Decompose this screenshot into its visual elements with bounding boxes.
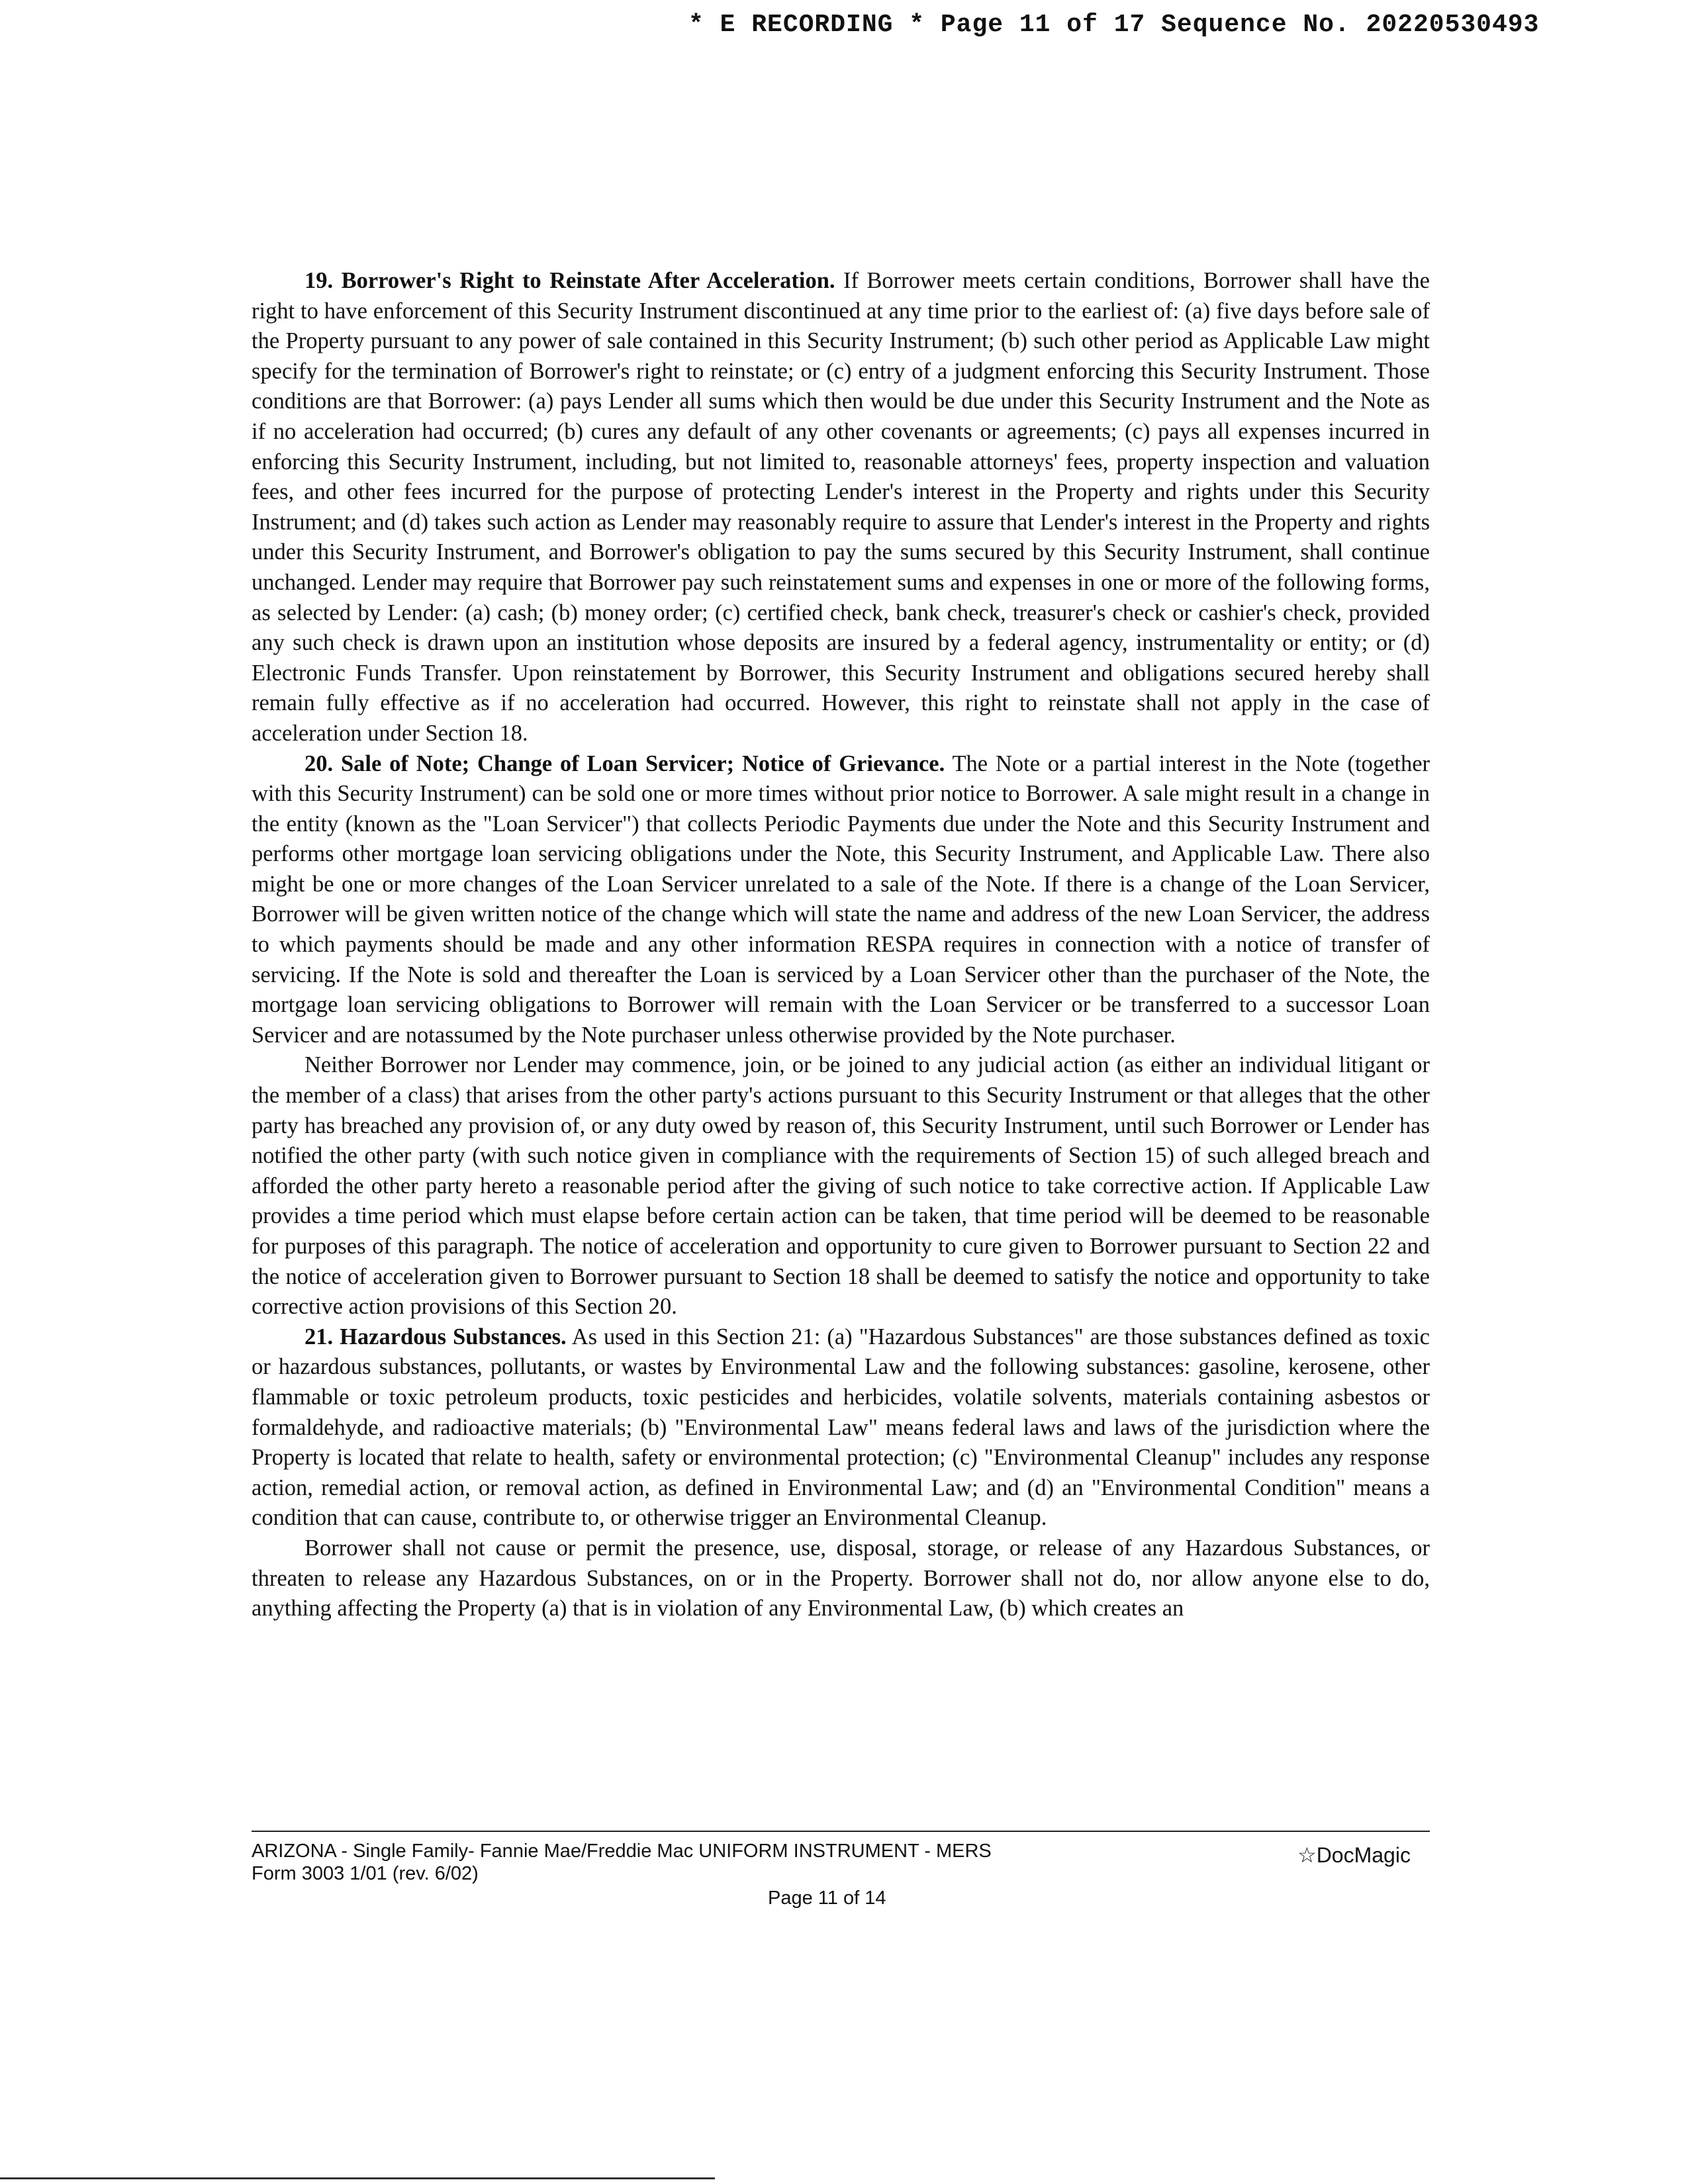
- section-21-paragraph-2: [252, 1533, 1430, 1624]
- footer-divider: [252, 1831, 1430, 1832]
- recording-header: * E RECORDING * Page 11 of 17 Sequence No. 20220530493: [688, 11, 1540, 39]
- scan-edge-line: [0, 2177, 715, 2179]
- section-text: The Note or a partial interest in the Note (together with this Security Instrument) can be sold one or more times without prior notice to Borrower. A sale might result in a change in the entity (known as the "Loan Servicer") that collects Periodic Payments due under the Note and this Security Instrument and performs other mortgage loan servicing obligations under the Note, this Security Instrument, and Applicable Law. There also might be one or more changes of the Loan Servicer unrelated to a sale of the Note. If there is a change of the Loan Servicer, Borrower will be given written notice of the change which will state the name and address of the new Loan Servicer, the address to which payments should be made and any other information RESPA requires in connection with a notice of transfer of servicing. If the Note is sold and thereafter the Loan is serviced by a Loan Servicer other than the purchaser of the Note, the mortgage loan servicing obligations to Borrower will remain with the Loan Servicer or be transferred to a successor Loan Servicer and are notassumed by the Note purchaser unless otherwise provided by the Note purchaser.: [252, 751, 1430, 1048]
- section-text: As used in this Section 21: (a) "Hazardous Substances" are those substances defined as toxic or hazardous substances, pollutants, or wastes by Environmental Law and the following substances: gasoline, kerosene, other flammable or toxic petroleum products, toxic pesticides and herbicides, volatile solvents, materials containing asbestos or formaldehyde, and radioactive materials; (b) "Environmental Law" means federal laws and laws of the jurisdiction where the Property is located that relate to health, safety or environmental protection; (c) "Environmental Cleanup" includes any response action, remedial action, or removal action, as defined in Environmental Law; and (d) an "Environmental Condition" means a condition that can cause, contribute to, or otherwise trigger an Environmental Cleanup.: [252, 1324, 1430, 1531]
- footer-form-info: [252, 1840, 992, 1885]
- star-icon: ☆: [1297, 1843, 1317, 1867]
- section-heading: 21. Hazardous Substances.: [305, 1324, 567, 1349]
- section-text: Borrower shall not cause or permit the presence, use, disposal, storage, or release of any Hazardous Substances, or threaten to release any Hazardous Substances, on or in the Property. Borrower shall not do, nor allow anyone else to do, anything affecting the Property (a) that is in violation of any Environmental Law, (b) which creates an: [252, 1535, 1430, 1621]
- section-heading: 19. Borrower's Right to Reinstate After Acceleration.: [305, 268, 835, 293]
- docmagic-logo: [1297, 1843, 1411, 1868]
- page-number: Page 11 of 14: [768, 1888, 886, 1909]
- section-20-paragraph-2: [252, 1050, 1430, 1322]
- document-body: [252, 266, 1430, 1624]
- brand-name: DocMagic: [1316, 1843, 1411, 1867]
- section-text: Neither Borrower nor Lender may commence, join, or be joined to any judicial action (as either an individual litigant or the member of a class) that arises from the other party's actions pursuant to this Security Instrument or that alleges that the other party has breached any provision of, or any duty owed by reason of, this Security Instrument, until such Borrower or Lender has notified the other party (with such notice given in compliance with the requirements of Section 15) of such alleged breach and afforded the other party hereto a reasonable period after the giving of such notice to take corrective action. If Applicable Law provides a time period which must elapse before certain action can be taken, that time period will be deemed to be reasonable for purposes of this paragraph. The notice of acceleration and opportunity to cure given to Borrower pursuant to Section 22 and the notice of acceleration given to Borrower pursuant to Section 18 shall be deemed to satisfy the notice and opportunity to take corrective action provisions of this Section 20.: [252, 1052, 1430, 1320]
- section-heading: 20. Sale of Note; Change of Loan Servicer; Notice of Grievance.: [305, 751, 945, 776]
- section-21: [252, 1322, 1430, 1533]
- section-19: [252, 266, 1430, 749]
- form-title: ARIZONA - Single Family- Fannie Mae/Freddie Mac UNIFORM INSTRUMENT - MERS: [252, 1841, 992, 1862]
- section-text: If Borrower meets certain conditions, Borrower shall have the right to have enforcement of this Security Instrument discontinued at any time prior to the earliest of: (a) five days before sale of the Property pursuant to any power of sale contained in this Security Instrument; (b) such other period as Applicable Law might specify for the termination of Borrower's right to reinstate; or (c) entry of a judgment enforcing this Security Instrument. Those conditions are that Borrower: (a) pays Lender all sums which then would be due under this Security Instrument and the Note as if no acceleration had occurred; (b) cures any default of any other covenants or agreements; (c) pays all expenses incurred in enforcing this Security Instrument, including, but not limited to, reasonable attorneys' fees, property inspection and valuation fees, and other fees incurred for the purpose of protecting Lender's interest in the Property and rights under this Security Instrument; and (d) takes such action as Lender may reasonably require to assure that Lender's interest in the Property and rights under this Security Instrument, and Borrower's obligation to pay the sums secured by this Security Instrument, shall continue unchanged. Lender may require that Borrower pay such reinstatement sums and expenses in one or more of the following forms, as selected by Lender: (a) cash; (b) money order; (c) certified check, bank check, treasurer's check or cashier's check, provided any such check is drawn upon an institution whose deposits are insured by a federal agency, instrumentality or entity; or (d) Electronic Funds Transfer. Upon reinstatement by Borrower, this Security Instrument and obligations secured hereby shall remain fully effective as if no acceleration had occurred. However, this right to reinstate shall not apply in the case of acceleration under Section 18.: [252, 268, 1430, 746]
- form-number: Form 3003 1/01 (rev. 6/02): [252, 1863, 479, 1884]
- section-20: [252, 749, 1430, 1051]
